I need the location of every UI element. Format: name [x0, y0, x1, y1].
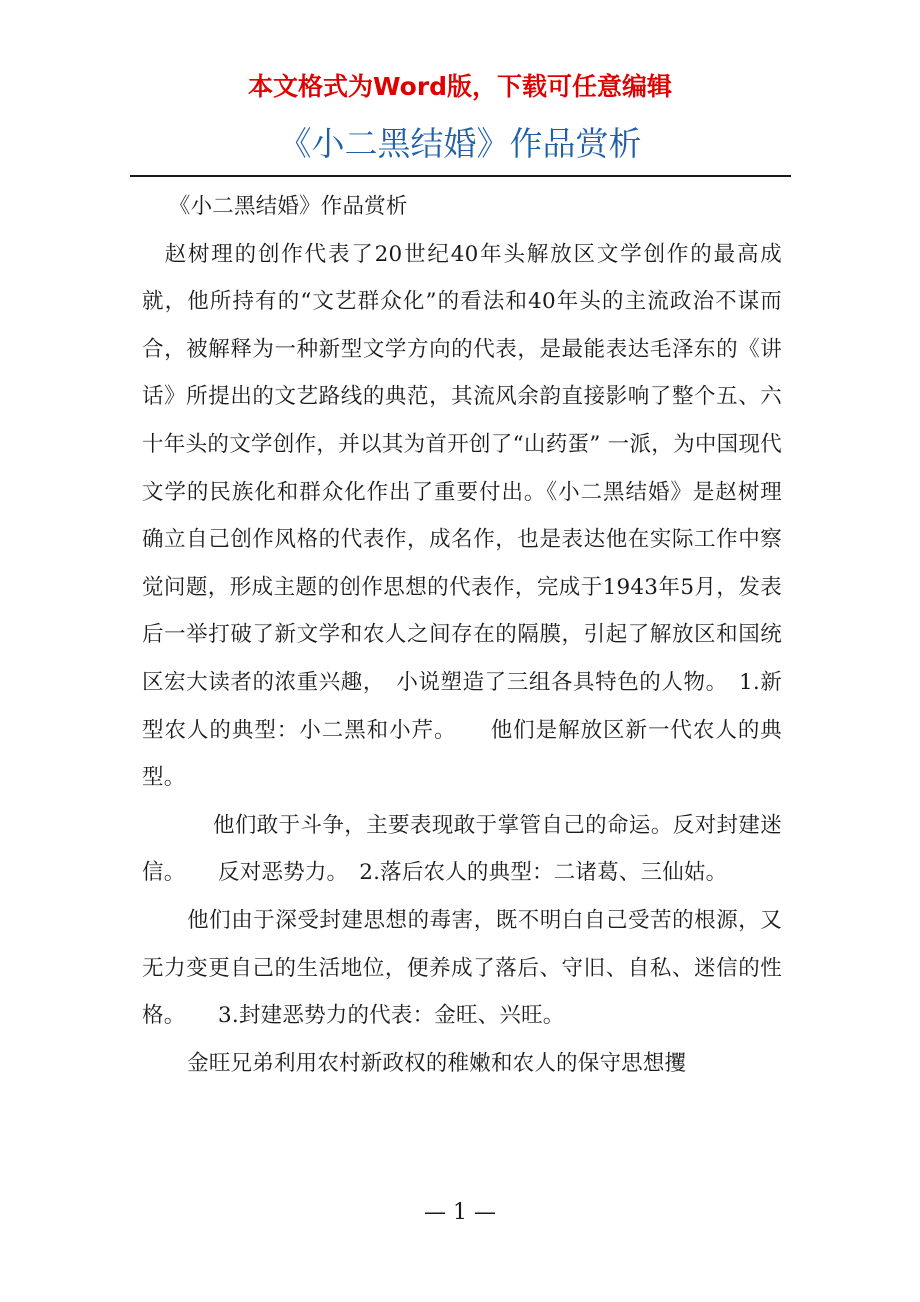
body-paragraph: 赵树理的创作代表了20世纪40年头解放区文学创作的最高成就，他所持有的“文艺群众化”的看法和40年头的主流政治不谋而合，被解释为一种新型文学方向的代表，是最能表达毛泽东的《讲话》所提出的文艺路线的典范，其流风余韵直接影响了整个五、六十年头的文学创作，并以其为首开创了“山药蛋” 一派，为中国现代文学的民族化和群众化作出了重要付出。《小二黑结婚》是赵树理确立自己创作风格的代表作，成名作，也是表达他在实际工作中察觉问题，形成主题的创作思想的代表作，完成于1943年5月，发表后一举打破了新文学和农人之间存在的隔膜，引起了解放区和国统区宏大读者的浓重兴趣， 小说塑造了三组各具特色的人物。 1.新型农人的典型：小二黑和小芹。 他们是解放区新一代农人的典型。 — [142, 241, 782, 791]
title-divider — [130, 175, 791, 177]
body-paragraph: 金旺兄弟利用农村新政权的稚嫩和农人的保守思想攫 — [187, 1050, 687, 1076]
download-banner: 本文格式为Word版，下载可任意编辑 — [247, 72, 673, 101]
document-title: 《小二黑结婚》作品赏析 — [278, 124, 642, 163]
document-body — [142, 183, 782, 1087]
body-paragraph: 他们敢于斗争，主要表现敢于掌管自己的命运。反对封建迷信。 反对恶势力。 2.落后农人的典型：二诸葛、三仙姑。 — [142, 812, 782, 886]
body-paragraph: 他们由于深受封建思想的毒害，既不明白自己受苦的根源，又无力变更自己的生活地位，便养成了落后、守旧、自私、迷信的性格。 3.封建恶势力的代表：金旺、兴旺。 — [142, 907, 782, 1029]
body-subheading: 《小二黑结婚》作品赏析 — [168, 194, 408, 219]
page-number: — 1 — — [424, 1200, 496, 1225]
